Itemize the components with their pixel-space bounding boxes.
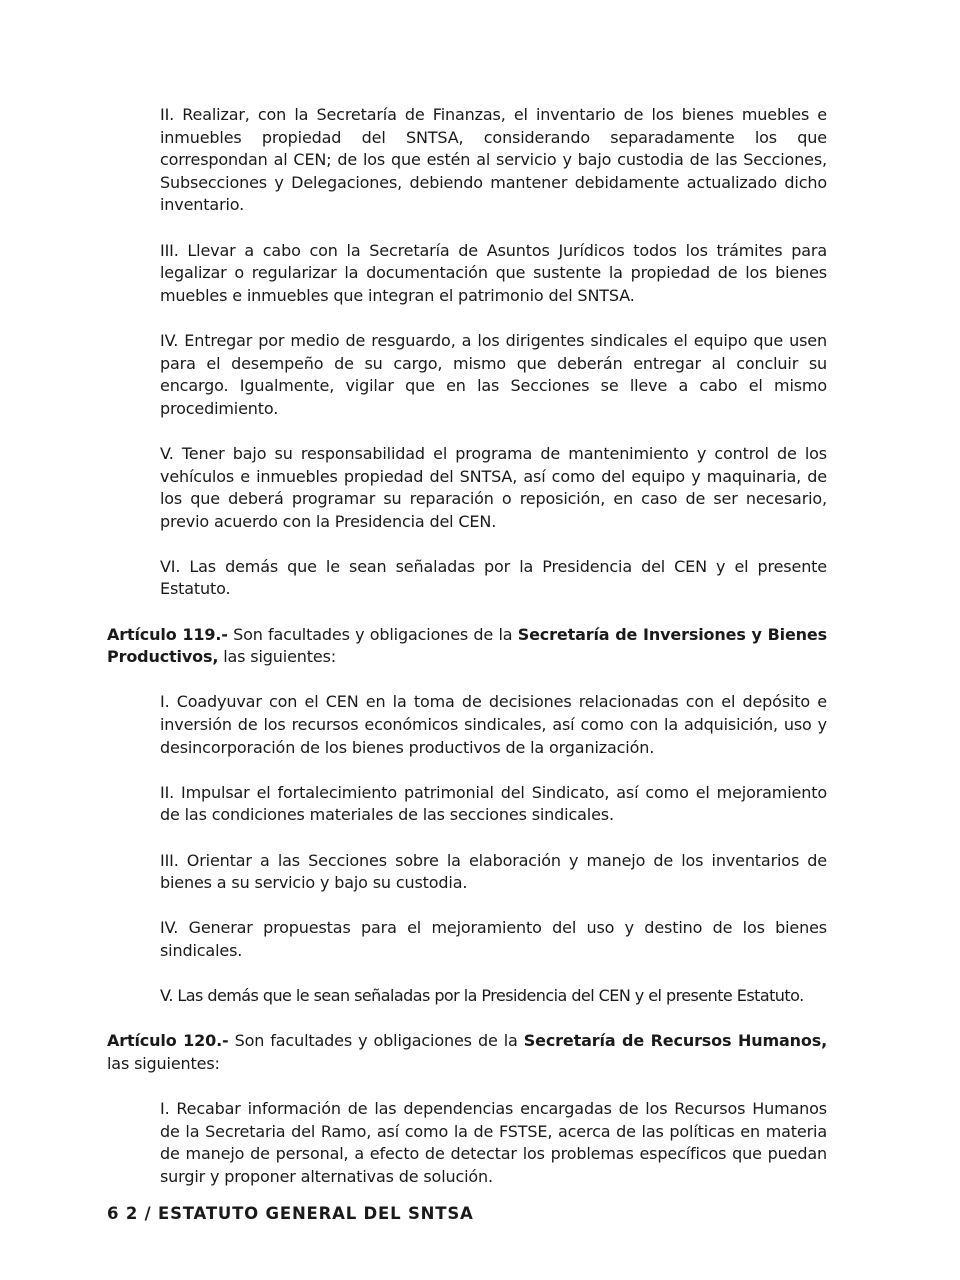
article-text: las siguientes:: [107, 1053, 220, 1073]
article-text: Son facultades y obligaciones de la: [228, 1031, 524, 1051]
list-item: VI. Las demás que le sean señaladas por la Presidencia del CEN y el presente Estatuto.: [160, 556, 827, 599]
article-label: Artículo 120.-: [107, 1031, 229, 1051]
list-item: I. Coadyuvar con el CEN en la toma de decisiones relacionadas con el depósito e inversión de los recursos económicos sindicales, así como con la adquisición, uso y desincorporación de los bienes productivos de la organización.: [160, 692, 827, 757]
list-item: IV. Generar propuestas para el mejoramiento del uso y destino de los bienes sindicales.: [160, 918, 827, 960]
document-title: ESTATUTO GENERAL DEL SNTSA: [158, 1204, 474, 1223]
list-item: I. Recabar información de las dependencias encargadas de los Recursos Humanos de la Secretaria del Ramo, así como la de FSTSE, acerca de las políticas en materia de manejo de personal, a efecto de detectar los problemas específicos que puedan surgir y proponer alternativas de solución.: [160, 1099, 827, 1186]
article-text: Son facultades y obligaciones de la: [227, 624, 518, 644]
list-item: II. Impulsar el fortalecimiento patrimonial del Sindicato, así como el mejoramiento de las condiciones materiales de las secciones sindicales.: [160, 782, 827, 825]
list-item: V. Las demás que le sean señaladas por la Presidencia del CEN y el presente Estatuto.: [160, 986, 804, 1006]
page-footer: [107, 1204, 474, 1223]
article-119-heading: [107, 624, 827, 669]
page-body: [107, 104, 827, 1211]
list-item: IV. Entregar por medio de resguardo, a los dirigentes sindicales el equipo que usen para el desempeño de su cargo, mismo que deberán entregar al concluir su encargo. Igualmente, vigilar que en las Secciones se lleve a cabo el mismo procedimiento.: [160, 330, 827, 418]
secretariat-name: Secretaría de Recursos Humanos,: [523, 1031, 827, 1051]
footer-separator: /: [144, 1204, 152, 1223]
list-item: III. Llevar a cabo con la Secretaría de Asuntos Jurídicos todos los trámites para legalizar o regularizar la documentación que sustente la propiedad de los bienes muebles e inmuebles que integran el patrimonio del SNTSA.: [160, 240, 827, 305]
page-number: 6 2: [107, 1204, 139, 1223]
list-item: III. Orientar a las Secciones sobre la elaboración y manejo de los inventarios de bienes a su servicio y bajo su custodia.: [160, 850, 827, 893]
article-text: las siguientes:: [218, 647, 337, 667]
article-label: Artículo 119.-: [107, 624, 228, 644]
article-120-heading: [107, 1030, 827, 1075]
list-item: V. Tener bajo su responsabilidad el programa de mantenimiento y control de los vehículos e inmuebles propiedad del SNTSA, así como del equipo y maquinaria, de los que deberá programar su reparación o reposición, en caso de ser necesario, previo acuerdo con la Presidencia del CEN.: [160, 443, 827, 531]
secretariat-name: Secretaría de Inversiones y Bienes Productivos,: [107, 624, 827, 667]
list-item: II. Realizar, con la Secretaría de Finanzas, el inventario de los bienes muebles e inmuebles propiedad del SNTSA, considerando separadamente los que correspondan al CEN; de los que estén al servicio y bajo custodia de las Secciones, Subsecciones y Delegaciones, debiendo mantener debidamente actualizado dicho inventario.: [160, 105, 827, 215]
